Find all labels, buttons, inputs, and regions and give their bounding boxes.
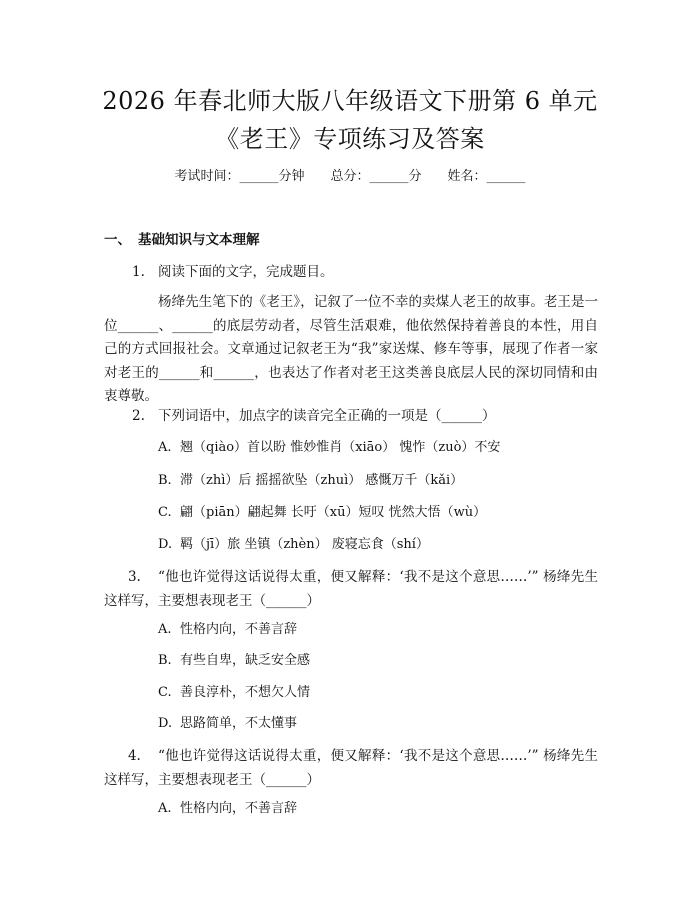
option-b <box>158 471 463 491</box>
option-a <box>158 799 297 819</box>
doc-title-line2: 《老王》专项练习及答案 <box>215 125 485 153</box>
option-label: D. <box>158 716 173 731</box>
question-number: 1. <box>132 264 145 280</box>
question-text: 阅读下面的文字，完成题目。 <box>158 264 334 280</box>
option-text: 有些自卑，缺乏安全感 <box>180 653 311 668</box>
option-label: A. <box>158 440 172 455</box>
option-text: 善良淳朴，不想欠人情 <box>180 685 311 700</box>
question-number-text: 4. <box>127 748 141 764</box>
option-b <box>158 651 310 671</box>
option-label: C. <box>158 505 172 520</box>
question-2 <box>132 406 496 426</box>
question-text: “他也许觉得这话说得太重，便又解释：‘我不是这个意思……’” 杨绛先生这样写，主要想表现老王（______） <box>104 748 598 788</box>
exam-time: 考试时间：______分钟 <box>174 169 305 184</box>
option-label: C. <box>158 685 172 700</box>
option-label: A. <box>158 801 172 816</box>
option-c <box>158 503 486 523</box>
option-label: B. <box>158 653 172 668</box>
option-d <box>158 535 429 555</box>
question-4 <box>104 745 598 792</box>
question-text: 下列词语中，加点字的读音完全正确的一项是（______） <box>158 408 496 424</box>
option-text: 翘（qiào）首以盼 惟妙惟肖（xiāo） 愧怍（zuò）不安 <box>180 440 501 455</box>
option-text: 思路简单，不太懂事 <box>180 716 298 731</box>
student-name: 姓名：______ <box>447 169 526 184</box>
question-number <box>104 745 158 769</box>
question-3 <box>104 566 598 613</box>
exam-score: 总分：______分 <box>330 169 422 184</box>
question-1 <box>132 262 334 282</box>
reading-passage <box>104 291 598 409</box>
option-label: B. <box>158 473 172 488</box>
exam-meta <box>0 167 700 187</box>
option-label: A. <box>158 622 172 637</box>
option-text: 滞（zhì）后 摇摇欲坠（zhuì） 感慨万千（kǎi） <box>180 473 464 488</box>
section-heading <box>104 230 260 250</box>
option-c <box>158 683 310 703</box>
option-label: D. <box>158 537 173 552</box>
section-title: 基础知识与文本理解 <box>138 232 260 248</box>
section-number: 一、 <box>104 232 131 248</box>
option-text: 性格内向，不善言辞 <box>180 801 298 816</box>
option-d <box>158 714 297 734</box>
option-text: 羁（jī）旅 坐镇（zhèn） 废寝忘食（shí） <box>180 537 429 552</box>
option-a <box>158 620 297 640</box>
doc-title-line1: 2026 年春北师大版八年级语文下册第 6 单元 <box>102 87 598 115</box>
question-number-text: 3. <box>127 569 141 585</box>
option-a <box>158 438 500 458</box>
question-number: 2. <box>132 408 145 424</box>
passage-text: 杨绛先生笔下的《老王》，记叙了一位不幸的卖煤人老王的故事。老王是一位______、______的底层劳动者，尽管生活艰难，他依然保持着善良的本性，用自己的方式回报社会。文章通过记叙老王为“我”家送煤、修车等事，展现了作者一家对老王的______和______，也表达了作者对老王这类善良底层人民的深切同情和由衷尊敬。 <box>104 294 598 404</box>
option-text: 翩（piān）翩起舞 长吁（xū）短叹 恍然大悟（wù） <box>180 505 487 520</box>
option-text: 性格内向，不善言辞 <box>180 622 298 637</box>
question-number <box>104 566 158 590</box>
question-text: “他也许觉得这话说得太重，便又解释：‘我不是这个意思……’” 杨绛先生这样写，主要想表现老王（______） <box>104 569 598 609</box>
